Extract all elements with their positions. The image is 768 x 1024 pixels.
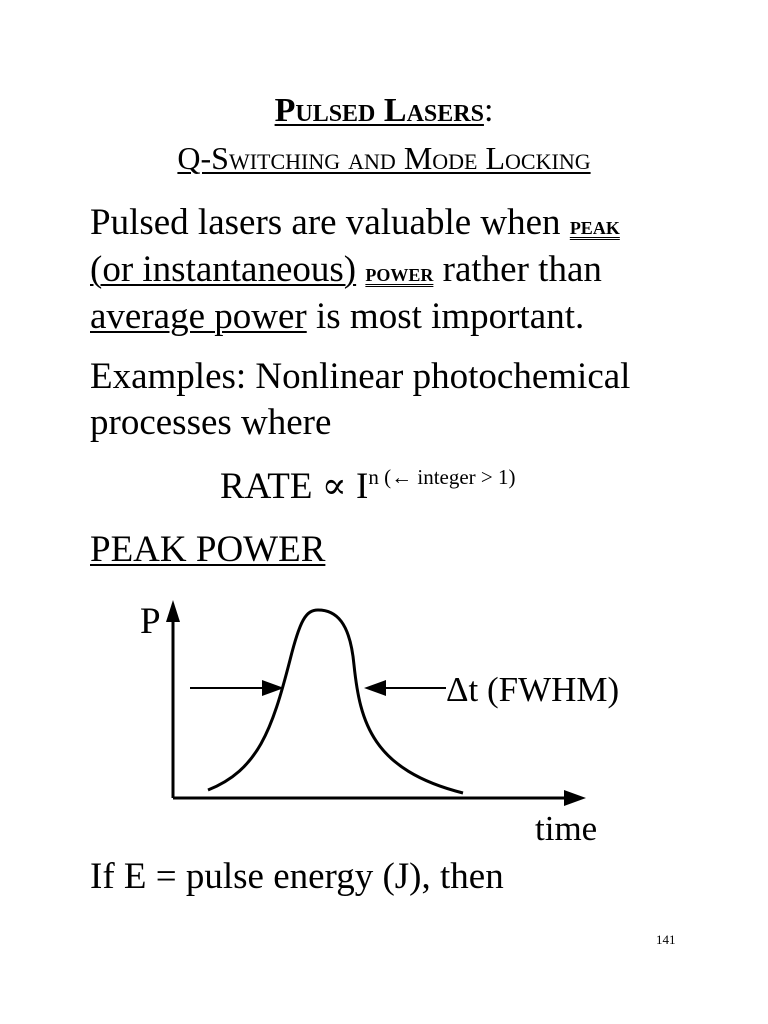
- paragraph-2-line-2: processes where: [90, 402, 332, 443]
- phrase-average-power: average power: [90, 296, 307, 337]
- keyword-power: power: [365, 260, 434, 287]
- text-segment: is most important.: [306, 296, 585, 337]
- page-number: 141: [656, 932, 676, 947]
- title-pulsed-lasers: Pulsed Lasers: [274, 92, 484, 129]
- last-line: If E = pulse energy (J), then: [90, 856, 504, 897]
- title-qswitching: Q-Switching and Mode Locking: [177, 140, 591, 176]
- fwhm-right-arrowhead: [364, 680, 386, 696]
- x-axis-arrowhead: [564, 790, 586, 806]
- text-segment: rather than: [433, 249, 602, 290]
- equation-main: RATE ∝ I: [220, 466, 369, 507]
- pulse-curve: [208, 610, 463, 793]
- fwhm-label: Δt (FWHM): [446, 670, 620, 709]
- keyword-peak: peak: [569, 213, 620, 240]
- equation-superscript: n (← integer > 1): [368, 465, 516, 489]
- x-axis-label: time: [535, 809, 598, 848]
- y-axis-arrowhead: [166, 600, 180, 622]
- paragraph-2-line-1: Examples: Nonlinear photochemical: [90, 356, 631, 397]
- y-axis-label: P: [140, 601, 161, 642]
- section-heading-peak-power: PEAK POWER: [90, 529, 326, 570]
- title-colon: :: [483, 92, 494, 129]
- text-segment: Pulsed lasers are valuable when: [90, 202, 570, 243]
- phrase-or-instantaneous: (or instantaneous): [90, 249, 357, 290]
